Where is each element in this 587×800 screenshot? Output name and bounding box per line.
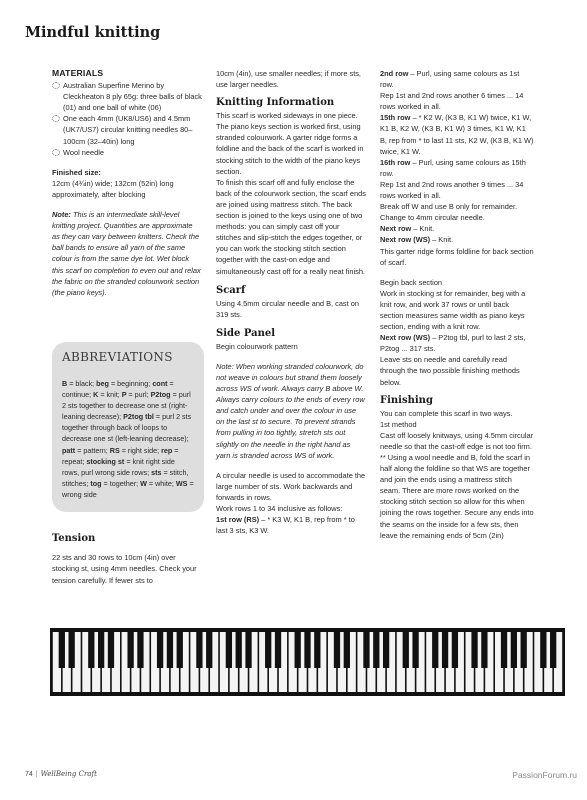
abbreviation-definition: = continue; (62, 379, 174, 400)
abbreviation-definition: = pattern; (77, 445, 110, 455)
abbreviation-term: K (93, 390, 101, 400)
black-key (412, 632, 418, 668)
dotted-circle-icon (52, 82, 60, 89)
materials-item-text: One each 4mm (UK8/US6) and 4.5mm (UK7/US7) circular knitting needles 80–100cm (32–40in) long (63, 114, 193, 146)
black-key (373, 632, 379, 668)
dotted-circle-icon (52, 115, 60, 122)
row-label: Next row (380, 224, 412, 234)
black-key (521, 632, 527, 668)
repeat-instruction: Rep 1st and 2nd rows another 6 times ... 14 rows worked in all. (380, 91, 524, 112)
black-key (511, 632, 517, 668)
black-key (167, 632, 173, 668)
materials-heading: MATERIALS (52, 68, 104, 78)
finished-size-text: 12cm (4¾in) wide; 132cm (52in) long approximately, after blocking (52, 178, 174, 199)
black-key (442, 632, 448, 668)
row-instruction (380, 157, 534, 179)
black-key (403, 632, 409, 668)
black-key (206, 632, 212, 668)
back-section-text: Work in stocking st for remainder, beg with a knit row, and work 37 rows or until back section measures same width as piano keys section, ending with a knit row. (380, 288, 526, 332)
row-label: 1st row (RS) (216, 515, 260, 525)
black-key (245, 632, 251, 668)
black-key (471, 632, 477, 668)
knitting-info-heading: Knitting Information (216, 97, 335, 109)
materials-item-text: Wool needle (63, 147, 104, 157)
column-middle (216, 68, 366, 536)
abbreviations-list (62, 378, 194, 500)
abbreviation-definition: = together; (103, 478, 141, 488)
row-instruction (380, 68, 534, 90)
black-key (550, 632, 556, 668)
abbreviation-term: W (140, 478, 149, 488)
abbreviation-term: P2tog tbl (123, 412, 156, 422)
colourwork-note: Note: When working stranded colourwork, do not weave in colours but strand them loosely across WS of work. Always carry B above W. Always carry colours to the ends of every row and catch under and over the colour in use on the last st to secure. To prevent strands from pulling in too tightly, stretch sts out slightly on the needle in the right hand as yarn is stranded across WS of work. (216, 361, 365, 460)
row-instruction (216, 514, 366, 536)
abbreviations-title: ABBREVIATIONS (62, 350, 173, 364)
abbreviations-panel (52, 342, 204, 512)
finished-size-label: Finished size: (52, 167, 101, 177)
column-left (52, 68, 202, 298)
black-key (137, 632, 143, 668)
row-instruction (380, 332, 534, 354)
abbreviation-definition: = repeat; (62, 445, 179, 466)
method-label: 1st method (380, 419, 417, 429)
leave-instruction: Leave sts on needle and carefully read through the two possible finishing methods below. (380, 355, 520, 387)
black-key (481, 632, 487, 668)
abbreviation-definition: = right side; (121, 445, 162, 455)
abbreviation-definition: = purl 2 sts together to decrease one st (right-leaning decrease); (62, 390, 191, 422)
chart-paragraph: Work rows 1 to 34 inclusive as follows: (216, 504, 343, 513)
abbreviation-definition: = wrong side (62, 478, 194, 499)
black-key (69, 632, 75, 668)
abbreviation-term: patt (62, 445, 78, 455)
black-key (88, 632, 94, 668)
watermark: PassionForum.ru (512, 770, 577, 780)
note-label: Note: (52, 210, 71, 220)
row-text: – Purl, using same colours as 1st row. (380, 69, 520, 90)
abbreviation-definition: = knit right side rows, purl wrong side rows; (62, 456, 175, 477)
black-key (383, 632, 389, 668)
row-label: Next row (WS) (380, 235, 431, 245)
row-instruction (380, 112, 534, 156)
dotted-circle-icon (52, 149, 60, 156)
abbreviation-term: rep (161, 445, 175, 455)
materials-item (52, 80, 202, 113)
abbreviation-definition: = white; (148, 478, 176, 488)
back-section-heading: Begin back section (380, 277, 443, 287)
black-key (432, 632, 438, 668)
page-number: 74 (25, 771, 33, 778)
row-label: 16th row (380, 157, 411, 167)
black-key (275, 632, 281, 668)
abbreviation-definition: = knit; (100, 390, 122, 400)
row-text: – Knit. (411, 224, 435, 234)
scarf-heading: Scarf (216, 284, 246, 296)
abbreviation-term: RS (109, 445, 122, 455)
abbreviation-definition: = beginning; (110, 379, 153, 388)
black-key (295, 632, 301, 668)
black-key (226, 632, 232, 668)
black-key (59, 632, 65, 668)
finishing-intro: You can complete this scarf in two ways. (380, 408, 513, 418)
row-text: – * K2 W, (K3 B, K1 W) twice, K1 W, K1 B, K2 W, (K3 B, K1 W) 3 times, K1 W, K1 B, rep from * to last 11 sts, K2 W, (K3 B, K1 W) twice, K1 W. (380, 113, 534, 156)
abbreviation-definition: = black; (69, 379, 97, 388)
materials-item (52, 113, 202, 146)
black-key (334, 632, 340, 668)
side-panel-heading: Side Panel (216, 327, 276, 339)
tension-text: 22 sts and 30 rows to 10cm (4in) over stocking st, using 4mm needles. Check your tension carefully. If fewer sts to (52, 553, 197, 585)
black-key (108, 632, 114, 668)
row-label: 15th row (380, 113, 411, 123)
garter-note: This garter ridge forms foldline for back section of scarf. (380, 246, 534, 267)
tension-heading: Tension (52, 533, 96, 544)
knitting-info-paragraph: To finish this scarf off and fully enclose the back of the colourwork section, the scarf ends are joined using mattress stitch. The back section is joined to the keys using one of two methods: you can simply cast off your stitches and slip-stitch the edges together, or you can work the stocking stitch section together with the cast-on edge and simultaneously cast off for a really neat finish. (216, 177, 366, 276)
side-panel-text: Begin colourwork pattern (216, 341, 298, 351)
black-key (236, 632, 242, 668)
row-text: – Knit. (430, 235, 454, 245)
abbreviation-term: B (62, 379, 70, 388)
tension-continued: 10cm (4in), use smaller needles; if more sts, use larger needles. (216, 69, 361, 90)
black-key (127, 632, 133, 668)
abbreviation-term: P (121, 390, 129, 400)
row-instruction (380, 234, 534, 245)
row-text: – Purl, using same colours as 15th row. (380, 157, 526, 178)
page-footer: 74 | WellBeing Craft (25, 770, 97, 778)
black-key (363, 632, 369, 668)
black-key (265, 632, 271, 668)
piano-scarf-image (50, 628, 565, 696)
abbreviation-term: WS (175, 478, 190, 488)
column-right (380, 68, 534, 541)
black-key (98, 632, 104, 668)
note-text: This is an intermediate skill-level knitting project. Quantities are approximate as they can vary between knitters. Check the ball bands to ensure all yarn of the same colour is from the same dye lot. Wet block this scarf on completion to even out and relax the fabric on the stranded colourwork section (the piano keys). (52, 210, 201, 297)
black-key (501, 632, 507, 668)
chart-paragraph: A circular needle is used to accommodate the large number of sts. Work backwards and forwards in rows. (216, 470, 366, 502)
abbreviation-term: stocking st (86, 456, 127, 466)
publication-name: WellBeing Craft (40, 770, 97, 778)
abbreviation-definition: = purl 2 sts together through back of loops to decrease one st (left-leaning decrease); (62, 412, 192, 444)
black-key (314, 632, 320, 668)
abbreviation-definition: = stitch, stitches; (62, 467, 189, 488)
materials-item-text: Australian Superfine Merino by Cleckheaton 8 ply 65g: three balls of black (01) and one ball of white (06) (63, 81, 202, 113)
black-key (304, 632, 310, 668)
black-key (344, 632, 350, 668)
finishing-heading: Finishing (380, 394, 433, 406)
row-label: 2nd row (380, 69, 409, 78)
final-instruction: ** Using a wool needle and B, fold the scarf in half along the foldline so that WS are together and join the ends using a mattress stitch seam. There are more rows worked on the stocking stitch section so allow for this when joining the rows together. Secure any ends into the seams on the inside for a few sts, then leave the remaining ends of 5cm (2in) (380, 453, 534, 540)
black-key (157, 632, 163, 668)
knitting-info-paragraph: This scarf is worked sideways in one piece. The piano keys section is worked first, using stranded colourwork. A garter ridge forms a foldline and the back of the scarf is worked in stocking stitch to the width of the piano keys section. (216, 111, 364, 176)
row-text: – * K3 W, K1 B, rep from * to last 3 sts, K3 W. (216, 515, 355, 536)
row-label: Next row (WS) (380, 333, 431, 343)
abbreviation-term: beg (96, 379, 111, 388)
scarf-text: Using 4.5mm circular needle and B, cast on 319 sts. (216, 298, 359, 319)
abbreviation-term: P2tog (150, 390, 173, 400)
abbreviation-term: sts (151, 467, 164, 477)
tension-section (52, 532, 202, 593)
repeat-instruction: Rep 1st and 2nd rows another 9 times ... 34 rows worked in all. (380, 179, 524, 201)
materials-item (52, 147, 202, 158)
row-text: – P2tog tbl, purl to last 2 sts, P2tog ... 317 sts. (380, 333, 526, 354)
row-instruction (380, 223, 534, 234)
black-key (452, 632, 458, 668)
skill-note (52, 209, 202, 298)
black-key (196, 632, 202, 668)
abbreviation-definition: = purl; (128, 390, 151, 400)
page-title: Mindful knitting (25, 24, 161, 41)
abbreviation-term: cont (152, 379, 170, 388)
black-key (540, 632, 546, 668)
black-key (177, 632, 183, 668)
break-instruction: Break off W and use B only for remainder. Change to 4mm circular needle. (380, 202, 518, 223)
abbreviation-term: tog (90, 478, 104, 488)
method-text: Cast off loosely knitways, using 4.5mm circular needle so that the cast-off edge is not too firm. (380, 430, 534, 451)
